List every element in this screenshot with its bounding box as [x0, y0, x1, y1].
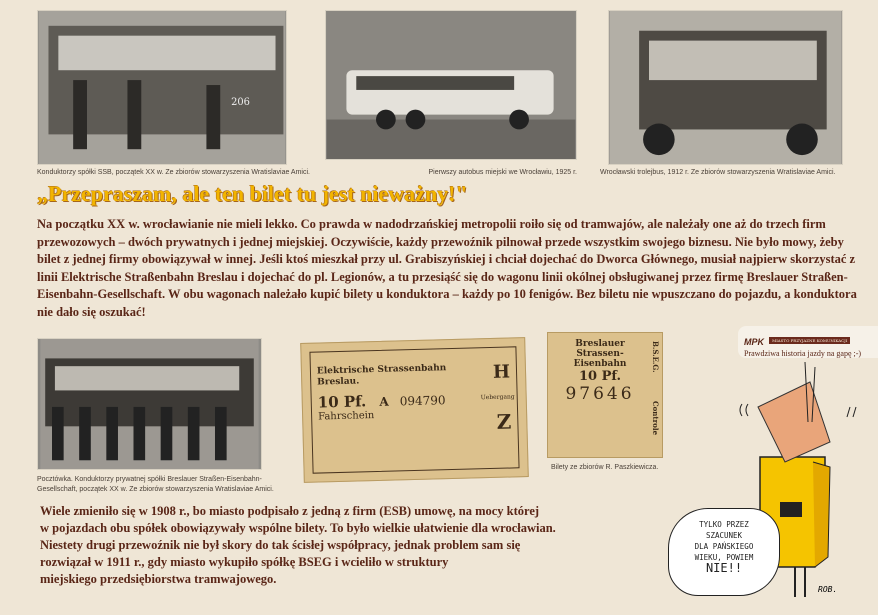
- photo-trolleybus: [608, 10, 843, 165]
- photo-bseg-conductors: [37, 338, 262, 470]
- ticket-letter: H: [492, 361, 511, 383]
- photo-caption: Konduktorzy spółki SSB, początek XX w. Ze zbiorów stowarzyszenia Wratislaviae Amici.: [37, 169, 310, 176]
- page-title: „Przepraszam, ale ten bilet tu jest nieważny!": [37, 181, 468, 206]
- ticket-type: Fahrschein: [318, 410, 375, 423]
- photo-caption: Pocztówka. Konduktorzy prywatnej spółki Breslauer Straßen-Eisenbahn-Gesellschaft, początek XX w. Ze zbiorów stowarzyszenia Wratislaviae Amici.: [37, 476, 274, 493]
- speech-line: TYLKO PRZEZ: [699, 520, 749, 529]
- speech-bubble: [668, 508, 780, 596]
- ticket-number: 094790: [399, 393, 446, 409]
- paragraph-line: Niestety drugi przewoźnik nie był skory do tak ścisłej współpracy, jednak problem sam się: [40, 538, 521, 552]
- mpk-banner: [738, 326, 878, 358]
- ticket-side-label: Uebergang: [480, 393, 515, 402]
- ticket-bseg: [547, 332, 663, 458]
- mpk-tagline: MIASTO PRZYJAZNE KOMUNIKACJI: [769, 337, 850, 344]
- ticket-side-label: Controle: [651, 401, 660, 436]
- speech-emphasis: NIE!!: [705, 561, 743, 575]
- paragraph-line: Wiele zmieniło się w 1908 r., bo miasto podpisało z jedną z firm (ESB) umowę, na mocy której: [40, 504, 540, 518]
- ticket-company: Breslauer Strassen-Eisenbahn: [573, 339, 627, 369]
- ticket-letter: Z: [496, 409, 512, 434]
- mpk-logo: MPK: [744, 337, 764, 347]
- ticket-series: A: [379, 394, 389, 409]
- closing-paragraph: [40, 503, 660, 588]
- speech-line: SZACUNEK: [705, 531, 743, 540]
- mpk-subtitle: Prawdziwa historia jazdy na gapę ;-): [744, 349, 862, 358]
- photo-ssb-conductors: [37, 10, 287, 165]
- speech-line: DLA PAŃSKIEGO: [694, 542, 754, 551]
- paragraph-line: rozwiązał w 1911 r., gdy miasto wykupiło spółkę BSEG i wcieliło w struktury: [40, 555, 449, 569]
- ticket-price: 10 Pf.: [578, 369, 622, 384]
- intro-paragraph: Na początku XX w. wrocławianie nie mieli lekko. Co prawda w nadodrzańskiej metropolii roiło się od tramwajów, ale należały one aż do trzech firm przewozowych – dwóch prywatnych i jednej miejskiej. Oczywiście, każdy przewoźnik pilnował przede wszystkim swojego biznesu. Nie było mowy, żeby bilet z jednej firmy obowiązywał w innej. Jeśli ktoś mieszkał przy ul. Grabiszyńskiej i chciał dojechać do Dworca Głównego, musiał najpierw skorzystać z linii Elektrische Straßenbahn Breslau i dojechać do pl. Legionów, a tu przesiąść się do wagonu linii okólnej obsługiwanej przez firmę Breslauer Straßen-Eisenbahn-Gesellschaft. W obu wagonach należało kupić bilety u konduktora – każdy po 10 fenigów. Bez biletu nie wpuszczano do pojazdu, a konduktora nie dało się oszukać!: [37, 217, 857, 319]
- ticket-esb: [300, 337, 529, 483]
- cartoon-signature: ROB.: [818, 585, 838, 594]
- car-number: 206: [231, 96, 250, 108]
- photo-first-bus: [325, 10, 577, 160]
- ticket-side-label: B.S.E.G.: [651, 341, 660, 373]
- paragraph-line: miejskiego przedsiębiorstwa tramwajowego.: [40, 572, 277, 586]
- ticket-company: Elektrische Strassenbahn Breslau.: [316, 363, 447, 388]
- ticket-price: 10 Pf.: [317, 392, 367, 412]
- speech-line: WIEKU, POWIEM: [694, 553, 754, 562]
- ticket-number: 97646: [565, 384, 635, 404]
- paragraph-line: w pojazdach obu spółek obowiązywały wspólne bilety. To było wielkie ułatwienie dla wrocławian.: [40, 521, 556, 535]
- photo-caption: Pierwszy autobus miejski we Wrocławiu, 1925 r.: [428, 169, 577, 176]
- photo-caption: Wrocławski trolejbus, 1912 r. Ze zbiorów stowarzyszenia Wratislaviae Amici.: [600, 169, 836, 176]
- tickets-caption: Bilety ze zbiorów R. Paszkiewicza.: [551, 464, 659, 471]
